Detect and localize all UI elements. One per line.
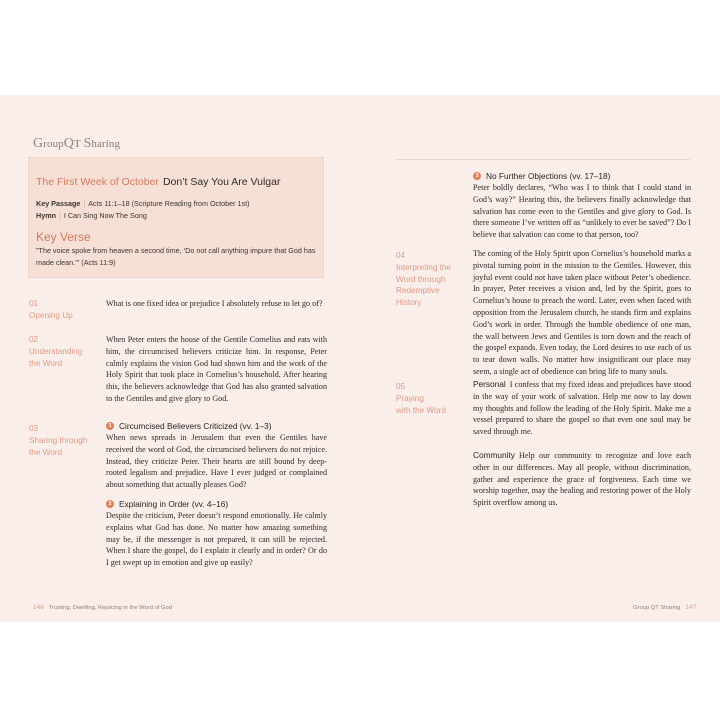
running-title: Group QT Sharing [633,605,681,611]
top-divider [396,159,690,160]
section-number: 02 [29,335,39,344]
prayer-heading: Personal [473,379,506,389]
devotion-title: Don’t Say You Are Vulgar [162,176,281,188]
section-number: 03 [29,424,39,433]
section-02-label [29,334,99,369]
section-number: 05 [396,382,406,391]
point-1-heading [106,421,327,431]
week-heading [36,176,280,188]
section-title-line: Redemptive [396,286,440,296]
section-title-line: with the Word [396,405,446,415]
section-title-line: the Word [29,358,63,368]
section-title-line: Understanding [29,346,83,356]
separator: | [83,199,86,208]
page-number: 146 [33,604,44,611]
point-heading-text: Circumcised Believers Criticized (vv. 1–3) [119,421,272,431]
section-05-label [396,381,466,416]
key-passage-line [36,199,250,208]
hymn-label: Hymn [36,211,56,220]
hymn-line [36,211,147,220]
key-passage-value: Acts 11:1–18 (Scripture Reading from October 1st) [88,199,250,208]
section-title-line: the Word [29,447,63,457]
left-footer [33,604,172,611]
point-2-heading [106,499,327,509]
book-section-title [33,136,120,152]
section-number: 04 [396,251,406,260]
number-badge-icon: 1 [106,422,114,430]
prayer-heading: Community [473,449,515,460]
community-prayer [473,450,691,509]
hymn-value: I Can Sing Now The Song [63,211,147,220]
right-footer [633,604,696,611]
section-04-text: The coming of the Holy Spirit upon Cornelius’s household marks a pivotal turning point in the mission to the Gentiles. However, this joyful event could not have taken place without Peter’s obedience. In prayer, Peter receives a vision and, led by the Spirit, goes to Cornelius’s house to preach the word. Later, even when faced with opposition from the Jerusalem church, he stands firm and explains God’s work in order. Through the humble obedience of one man, the wall between Jews and Gentiles is torn down and the reach of the gospel expands. Even today, the Lord desires to use each of us to tear down walls. No matter how insignificant our place may seem, a single act of obedience can bring life to many souls. [473,249,691,376]
section-title-line: Opening Up [29,310,73,320]
key-verse-title: Key Verse [36,230,91,244]
section-01-label [29,298,99,322]
title-cap-g: G [33,136,44,151]
section-03-label [29,423,99,458]
week-label: The First Week of October [36,176,159,188]
section-title-line: History [396,298,422,308]
section-title-line: Praying [396,393,424,403]
section-02-text: When Peter enters the house of the Gentile Cornelius and eats with him, the circumcised believers criticize him. In response, Peter calmly explains the vision God had shown him and the work of the Holy Spirit that took place in Cornelius’s household. After hearing this, the believers acknowledge that God has also granted salvation to the Gentiles and give glory to God. [106,335,327,403]
point-heading-text: Explaining in Order (vv. 4–16) [119,498,229,509]
number-badge-icon: 3 [473,172,481,180]
key-passage-label: Key Passage [36,199,81,208]
page-number: 147 [685,604,697,611]
point-2-text: Despite the criticism, Peter doesn’t respond emotionally. He calmly explains what God has done. No matter how amazing something may be, if the messenger is not prepared, it can still be rejected. When I share the gospel, do I explain it clearly and in order? Or do I get swept up in emotion and give up easily? [106,510,327,568]
section-03-content [106,421,327,569]
section-04-label [396,250,466,309]
key-verse-text: "The voice spoke from heaven a second time, ‘Do not call anything impure that God has made clean.’" (Acts 11:9) [36,246,316,267]
prayer-text: Help our community to recognize and love each other in our differences. May all people, without discrimination, gather and experience the grace of forgiveness. Each time we worship together, may the healing and restoring power of the Holy Spirit overflow among us. [473,450,691,508]
point-1-text: When news spreads in Jerusalem that even the Gentiles have received the word of God, the circumcised believers do not rejoice. Instead, they criticize Peter. Their hearts are still bound by deep-rooted legalism and prejudice. Have I ever judged or complained about something that actually pleases God? [106,433,327,490]
point-3-block [473,171,691,241]
section-title-line: Word through [396,274,446,284]
point-3-text: Peter boldly declares, “Who was I to think that I could stand in God’s way?” Hearing this, the believers finally acknowledge that salvation has come even to the Gentiles and give glory to God. Is there someone I’ve written off as “unlikely to ever be saved”? Do I believe that salvation can come to that person, too? [473,183,691,240]
number-badge-icon: 2 [106,500,114,508]
section-title-line: Sharing through [29,435,88,445]
separator: | [58,211,61,220]
section-01-text: What is one fixed idea or prejudice I absolutely refuse to let go of? [106,299,323,308]
running-title: Trusting, Dwelling, Rejoicing in the Word of God [48,605,172,611]
point-heading-text: No Further Objections (vv. 17–18) [486,171,611,181]
title-t: T [74,138,81,150]
title-cap-q: Q [63,136,75,151]
section-number: 01 [29,299,39,308]
title-cap-s: S [83,136,92,151]
title-roup: roup [43,138,64,150]
section-05-content [473,379,691,509]
title-haring: haring [91,138,121,150]
personal-prayer [473,379,691,438]
section-title-line: Interpreting the [396,262,452,272]
point-3-heading [473,171,691,181]
prayer-text: I confess that my fixed ideas and prejudices have stood in the way of your work of salvation. Help me now to lay down my thoughts and follow the leading of the Holy Spirit. Make me a vessel prepared to share the gospel so that even one soul may be saved through me. [473,380,691,437]
